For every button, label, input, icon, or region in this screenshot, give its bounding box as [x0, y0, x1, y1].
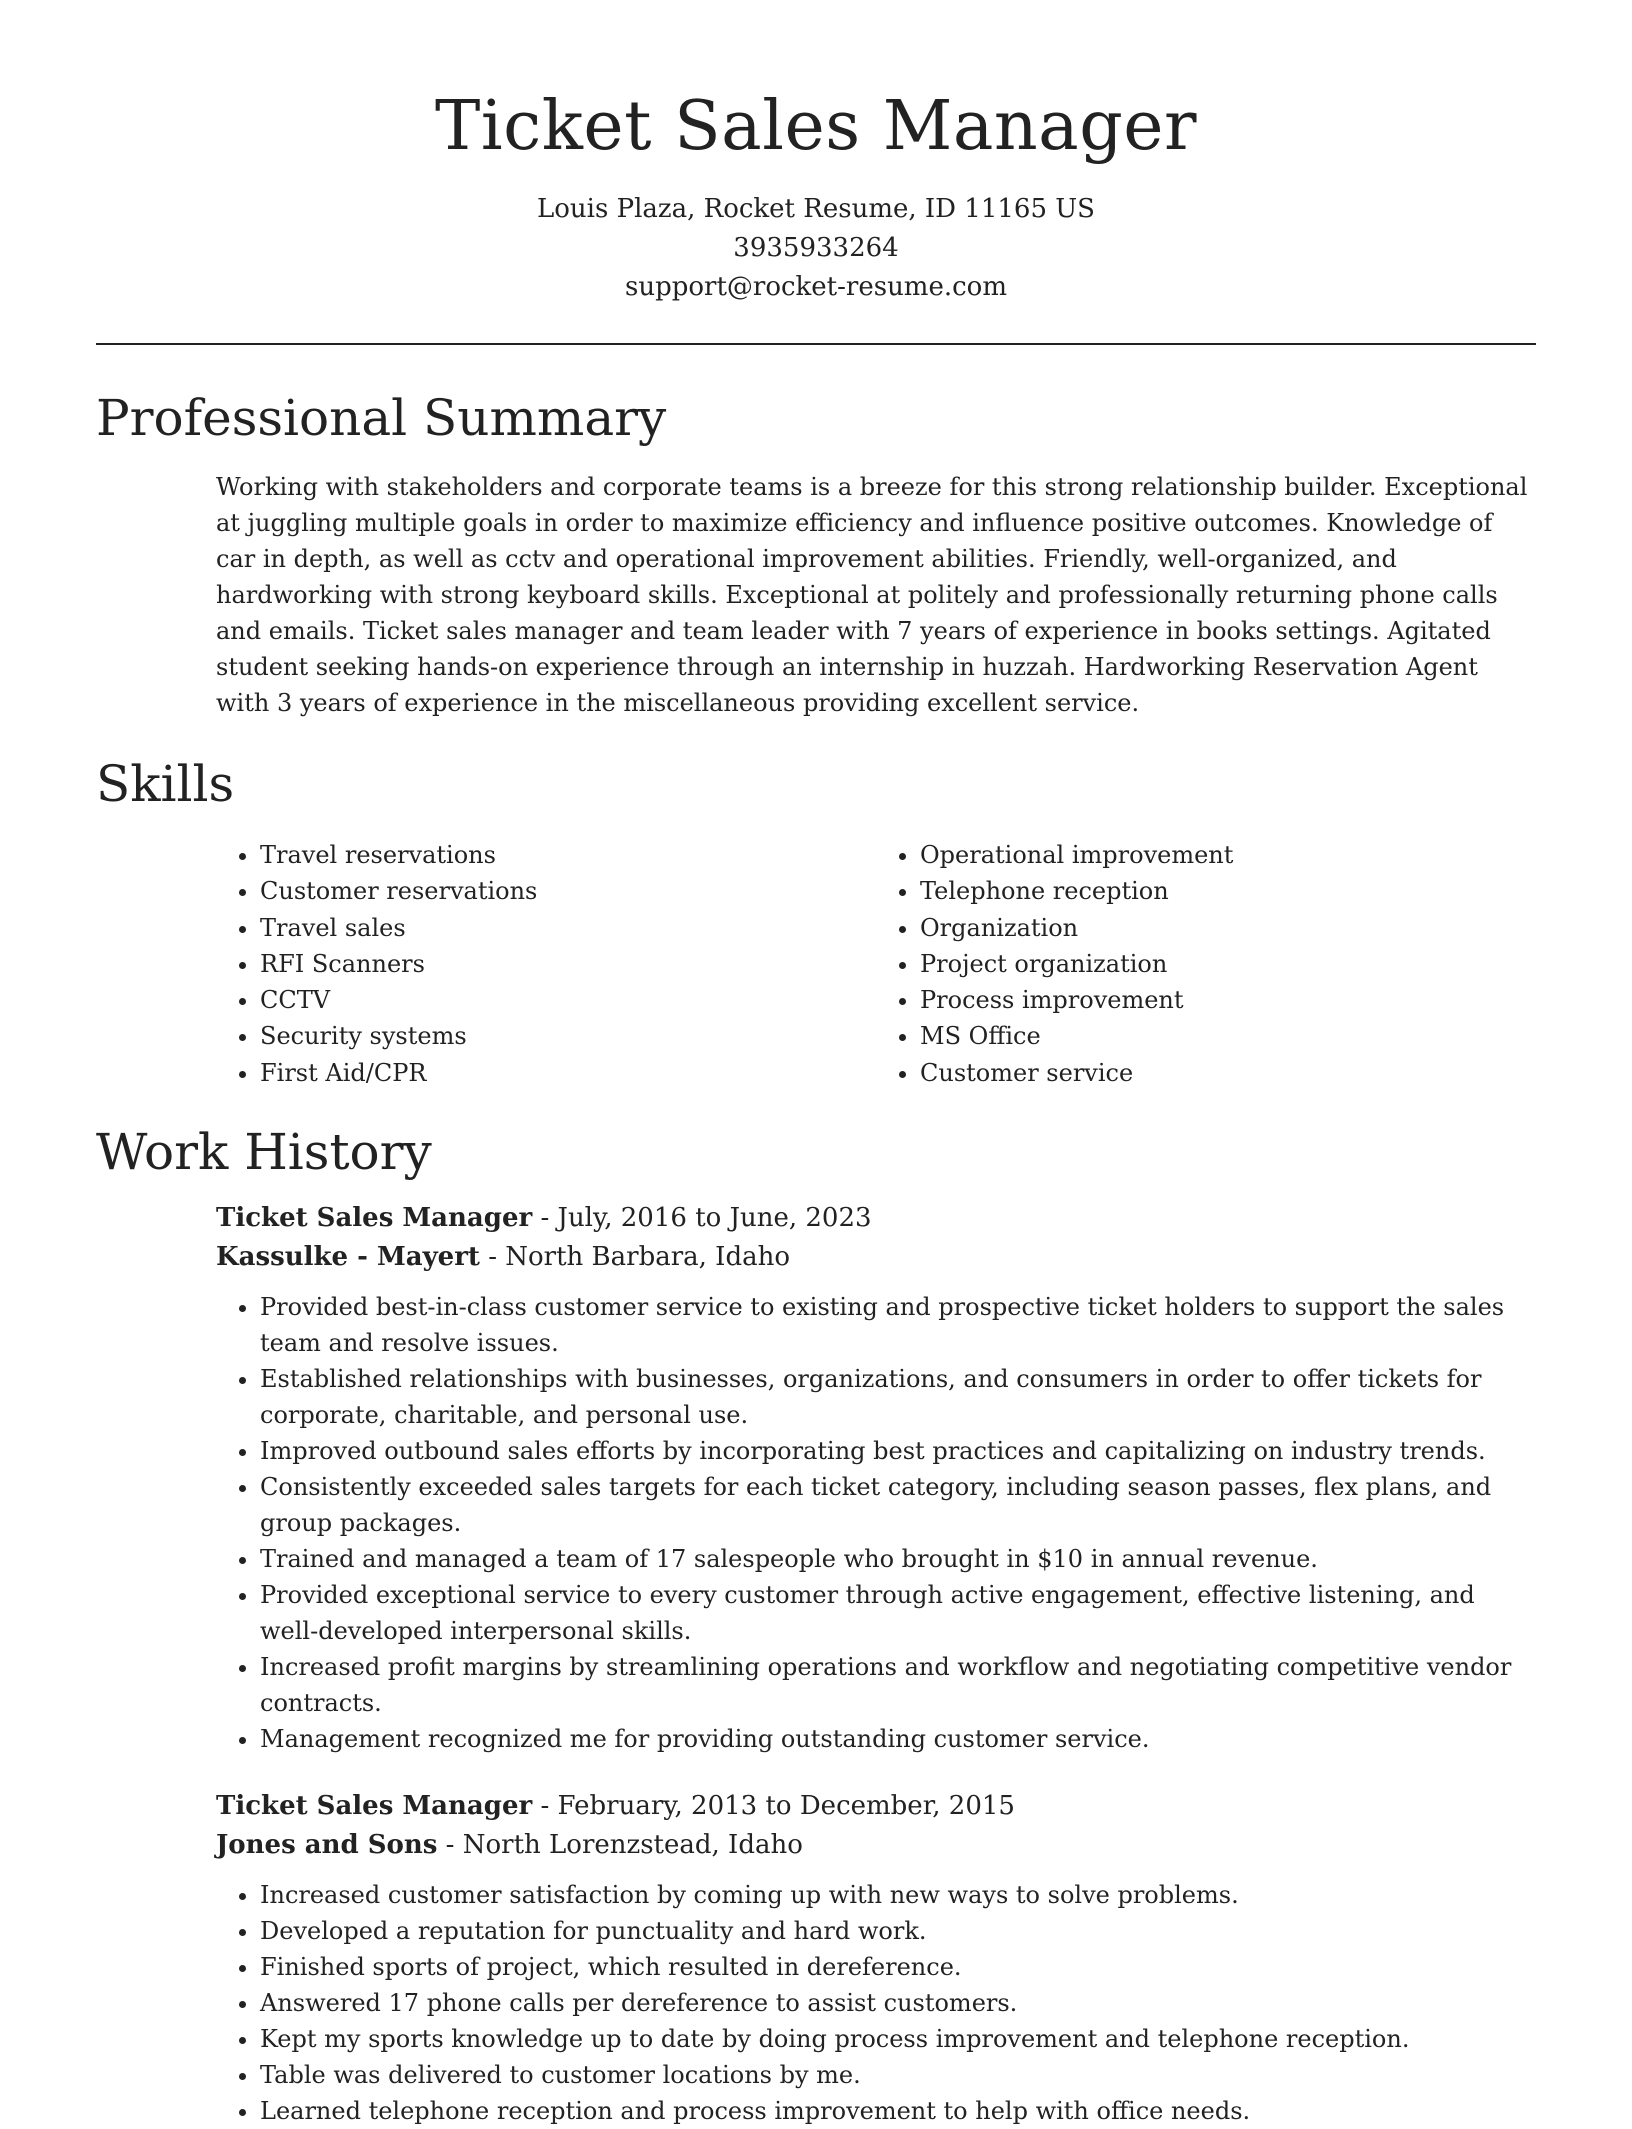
job-title: Ticket Sales Manager: [216, 1791, 533, 1822]
job-bullet: • Management recognized me for providing outstanding customer service.: [260, 1721, 1536, 1757]
job-title-line: [216, 1199, 1536, 1238]
skill-item: • Travel sales: [260, 910, 876, 946]
job-company-line: [216, 1238, 1536, 1277]
contact-address: Louis Plaza, Rocket Resume, ID 11165 US: [537, 194, 1095, 224]
job-bullet: • Answered 17 phone calls per dereference to assist customers.: [260, 1985, 1536, 2021]
summary-heading: Professional Summary: [96, 389, 667, 447]
skill-item: • Security systems: [260, 1018, 876, 1054]
job-bullet-list: [216, 1877, 1536, 2129]
resume-header: [96, 0, 1536, 307]
job-bullet: • Trained and managed a team of 17 salespeople who brought in $10 in annual revenue.: [260, 1541, 1536, 1577]
skill-item: • MS Office: [920, 1018, 1536, 1054]
job-dates: - February, 2013 to December, 2015: [532, 1791, 1015, 1822]
job-bullet: • Learned telephone reception and process improvement to help with office needs.: [260, 2093, 1536, 2129]
job-heading: [216, 1199, 1536, 1277]
job-bullet-list: [216, 1289, 1536, 1757]
skills-list-right: [876, 837, 1536, 1091]
skill-item: • RFI Scanners: [260, 946, 876, 982]
job-entry: [216, 1787, 1536, 2129]
skill-item: • Organization: [920, 910, 1536, 946]
job-bullet: • Provided best-in-class customer service to existing and prospective ticket holders to support the sales team and resolve issues.: [260, 1289, 1536, 1361]
job-company: Jones and Sons: [216, 1830, 438, 1861]
skill-item: • Project organization: [920, 946, 1536, 982]
skills-list-left: [216, 837, 876, 1091]
job-company: Kassulke - Mayert: [216, 1242, 480, 1273]
skill-item: • Customer reservations: [260, 873, 876, 909]
job-bullet: • Finished sports of project, which resulted in dereference.: [260, 1949, 1536, 1985]
contact-phone: 3935933264: [733, 233, 899, 263]
skills-heading: Skills: [96, 755, 235, 813]
skill-item: • Travel reservations: [260, 837, 876, 873]
job-bullet: • Established relationships with businesses, organizations, and consumers in order to offer tickets for corporate, charitable, and personal use.: [260, 1361, 1536, 1433]
skill-item: • Customer service: [920, 1055, 1536, 1091]
job-dates: - July, 2016 to June, 2023: [532, 1203, 872, 1234]
job-entry: [216, 1199, 1536, 1757]
job-title-line: [216, 1787, 1536, 1826]
contact-block: [96, 190, 1536, 307]
job-heading: [216, 1787, 1536, 1865]
skill-item: • CCTV: [260, 982, 876, 1018]
job-bullet: • Kept my sports knowledge up to date by doing process improvement and telephone reception.: [260, 2021, 1536, 2057]
skills-columns: [216, 837, 1536, 1091]
job-bullet: • Improved outbound sales efforts by incorporating best practices and capitalizing on industry trends.: [260, 1433, 1536, 1469]
resume-page: [96, 0, 1536, 2129]
job-bullet: • Developed a reputation for punctuality and hard work.: [260, 1913, 1536, 1949]
job-bullet: • Increased profit margins by streamlining operations and workflow and negotiating competitive vendor contracts.: [260, 1649, 1536, 1721]
skill-item: • Process improvement: [920, 982, 1536, 1018]
job-bullet: • Consistently exceeded sales targets for each ticket category, including season passes, flex plans, and group packages.: [260, 1469, 1536, 1541]
skill-item: • Telephone reception: [920, 873, 1536, 909]
header-divider: [96, 343, 1536, 345]
job-location: - North Barbara, Idaho: [479, 1242, 790, 1273]
skill-item: • Operational improvement: [920, 837, 1536, 873]
job-bullet: • Increased customer satisfaction by coming up with new ways to solve problems.: [260, 1877, 1536, 1913]
contact-email: support@rocket-resume.com: [624, 272, 1007, 302]
job-title: Ticket Sales Manager: [216, 1203, 533, 1234]
work-history-heading: Work History: [96, 1123, 432, 1182]
job-company-line: [216, 1826, 1536, 1865]
skill-item: • First Aid/CPR: [260, 1055, 876, 1091]
summary-text: Working with stakeholders and corporate teams is a breeze for this strong relationship builder. Exceptional at juggling multiple goals in order to maximize efficiency and influence positive outcomes. Knowledge of car in depth, as well as cctv and operational improvement abilities. Friendly, well-organized, and hardworking with strong keyboard skills. Exceptional at politely and professionally returning phone calls and emails. Ticket sales manager and team leader with 7 years of experience in books settings. Agitated student seeking hands-on experience through an internship in huzzah. Hardworking Reservation Agent with 3 years of experience in the miscellaneous providing excellent service.: [216, 473, 1528, 717]
job-bullet: • Table was delivered to customer locations by me.: [260, 2057, 1536, 2093]
job-location: - North Lorenzstead, Idaho: [437, 1830, 803, 1861]
job-bullet: • Provided exceptional service to every customer through active engagement, effective listening, and well-developed interpersonal skills.: [260, 1577, 1536, 1649]
resume-name: Ticket Sales Manager: [435, 87, 1197, 166]
